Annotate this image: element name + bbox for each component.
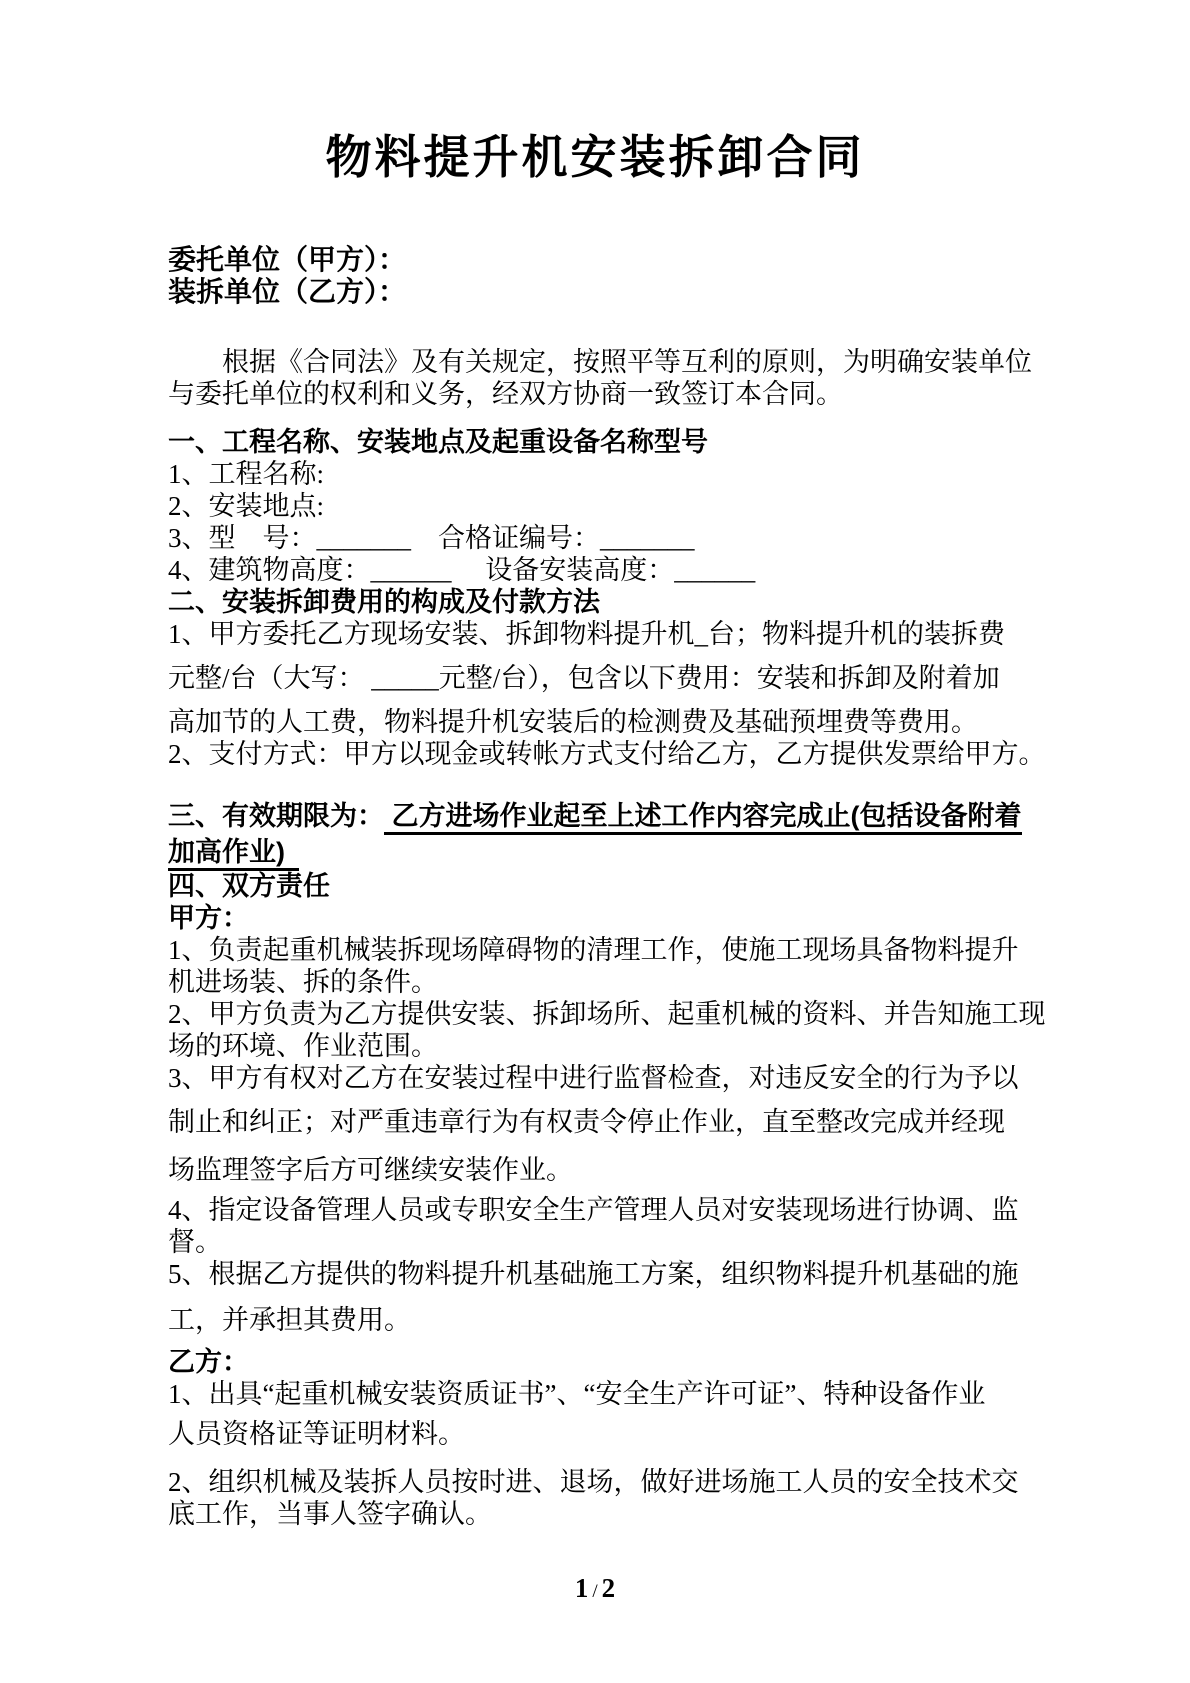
section-3-underlined-text-1: 乙方进场作业起至上述工作内容完成止(包括设备附着 [384, 801, 1022, 835]
section-2-item-1-line-1: 1、甲方委托乙方现场安装、拆卸物料提升机_台；物料提升机的装拆费 [168, 619, 1005, 649]
party-b-label: 乙方： [168, 1347, 249, 1377]
section-1-item-install-location: 2、安装地点: [168, 491, 325, 521]
section-2-heading: 二、安装拆卸费用的构成及付款方法 [168, 587, 600, 617]
section-1-heading: 一、工程名称、安装地点及起重设备名称型号 [168, 427, 708, 457]
party-a-duty-1-line-2: 机进场装、拆的条件。 [168, 967, 438, 997]
section-1-item-model-certificate: 3、型 号：_______ 合格证编号：_______ [168, 523, 695, 553]
party-a-duty-5-line-2: 工，并承担其费用。 [168, 1305, 411, 1335]
page-number-current: 1 [574, 1573, 589, 1603]
party-a-duty-3-line-3: 场监理签字后方可继续安装作业。 [168, 1155, 573, 1185]
party-b-line: 装拆单位（乙方）： [168, 276, 407, 307]
section-3-heading-line-2 [168, 834, 1022, 870]
section-1-item-project-name: 1、工程名称: [168, 459, 325, 489]
party-a-duty-1-line-1: 1、负责起重机械装拆现场障碍物的清理工作，使施工现场具备物料提升 [168, 935, 1019, 965]
party-a-duty-3-line-2: 制止和纠正；对严重违章行为有权责令停止作业，直至整改完成并经现 [168, 1107, 1005, 1137]
section-2-item-1-line-3: 高加节的人工费，物料提升机安装后的检测费及基础预埋费等费用。 [168, 707, 978, 737]
page-number-separator: / [592, 1581, 598, 1602]
page-number-total: 2 [601, 1573, 616, 1603]
party-a-label: 甲方： [168, 903, 249, 933]
party-b-duty-1-line-1: 1、出具“起重机械安装资质证书”、“安全生产许可证”、特种设备作业 [168, 1379, 986, 1409]
section-3-label: 三、有效期限为： [168, 801, 384, 831]
party-a-duty-4-line-1: 4、指定设备管理人员或专职安全生产管理人员对安装现场进行协调、监 [168, 1195, 1019, 1225]
party-b-duty-2-line-1: 2、组织机械及装拆人员按时进、退场，做好进场施工人员的安全技术交 [168, 1467, 1019, 1497]
section-4-heading: 四、双方责任 [168, 871, 330, 901]
party-a-duty-5-line-1: 5、根据乙方提供的物料提升机基础施工方案，组织物料提升机基础的施 [168, 1259, 1019, 1289]
party-a-duty-2-line-1: 2、甲方负责为乙方提供安装、拆卸场所、起重机械的资料、并告知施工现 [168, 999, 1046, 1029]
intro-line-1: 根据《合同法》及有关规定，按照平等互利的原则，为明确安装单位 [222, 347, 1032, 377]
party-a-duty-4-line-2: 督。 [168, 1227, 222, 1257]
section-3-underlined-text-2: 加高作业) [168, 837, 299, 871]
page-title: 物料提升机安装拆卸合同 [325, 132, 865, 183]
party-a-duty-3-line-1: 3、甲方有权对乙方在安装过程中进行监督检查，对违反安全的行为予以 [168, 1063, 1019, 1093]
party-a-duty-2-line-2: 场的环境、作业范围。 [168, 1031, 438, 1061]
party-a-line: 委托单位（甲方）： [168, 244, 407, 275]
party-b-duty-1-line-2: 人员资格证等证明材料。 [168, 1419, 465, 1449]
section-2-item-2: 2、支付方式：甲方以现金或转帐方式支付给乙方，乙方提供发票给甲方。 [168, 739, 1046, 769]
party-b-duty-2-line-2: 底工作，当事人签字确认。 [168, 1499, 492, 1529]
page-number [168, 1572, 1022, 1608]
section-1-item-heights: 4、建筑物高度：______ 设备安装高度：______ [168, 555, 756, 585]
intro-line-2: 与委托单位的权利和义务，经双方协商一致签订本合同。 [168, 379, 843, 409]
section-2-item-1-line-2: 元整/台（大写： _____元整/台），包含以下费用：安装和拆卸及附着加 [168, 663, 1000, 693]
section-3-heading-line-1 [168, 798, 1022, 834]
